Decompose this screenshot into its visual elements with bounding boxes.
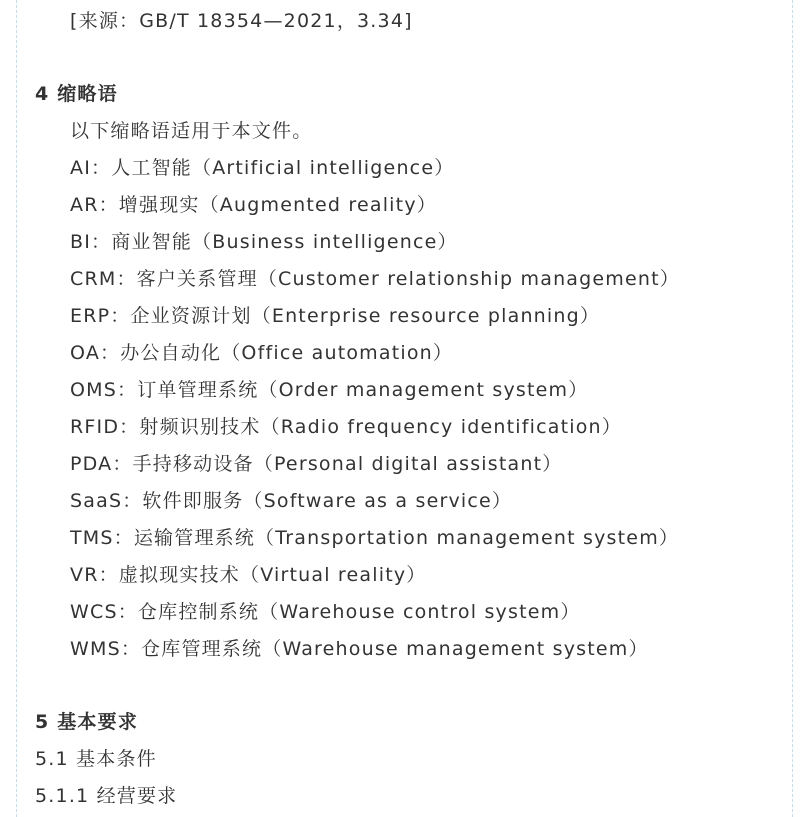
abbreviation-item: SaaS：软件即服务（Software as a service）	[70, 490, 513, 512]
abbreviation-item: RFID：射频识别技术（Radio frequency identification）	[70, 416, 622, 438]
source-reference: [来源：GB/T 18354—2021，3.34]	[70, 10, 413, 32]
abbreviation-item: OMS：订单管理系统（Order management system）	[70, 379, 589, 401]
subsection-5-1-1: 5.1.1 经营要求	[35, 785, 178, 807]
abbreviation-item: AI：人工智能（Artificial intelligence）	[70, 157, 455, 179]
document-content	[35, 3, 780, 815]
abbreviation-item: BI：商业智能（Business intelligence）	[70, 231, 458, 253]
abbreviation-item: WCS：仓库控制系统（Warehouse control system）	[70, 601, 581, 623]
abbreviation-item: AR：增强现实（Augmented reality）	[70, 194, 437, 216]
left-border-divider	[16, 0, 17, 817]
section-5-heading: 5 基本要求	[35, 711, 139, 733]
abbreviation-list	[35, 150, 780, 668]
section-4-intro: 以下缩略语适用于本文件。	[70, 120, 313, 142]
abbreviation-item: PDA：手持移动设备（Personal digital assistant）	[70, 453, 563, 475]
abbreviation-item: ERP：企业资源计划（Enterprise resource planning）	[70, 305, 601, 327]
abbreviation-item: CRM：客户关系管理（Customer relationship management）	[70, 268, 680, 290]
section-4-heading: 4 缩略语	[35, 83, 118, 105]
spacer	[35, 40, 780, 76]
spacer	[35, 668, 780, 704]
subsection-5-1: 5.1 基本条件	[35, 748, 157, 770]
right-border-divider	[792, 0, 793, 817]
abbreviation-item: OA：办公自动化（Office automation）	[70, 342, 454, 364]
abbreviation-item: WMS：仓库管理系统（Warehouse management system）	[70, 638, 649, 660]
abbreviation-item: VR：虚拟现实技术（Virtual reality）	[70, 564, 427, 586]
abbreviation-item: TMS：运输管理系统（Transportation management system）	[70, 527, 680, 549]
